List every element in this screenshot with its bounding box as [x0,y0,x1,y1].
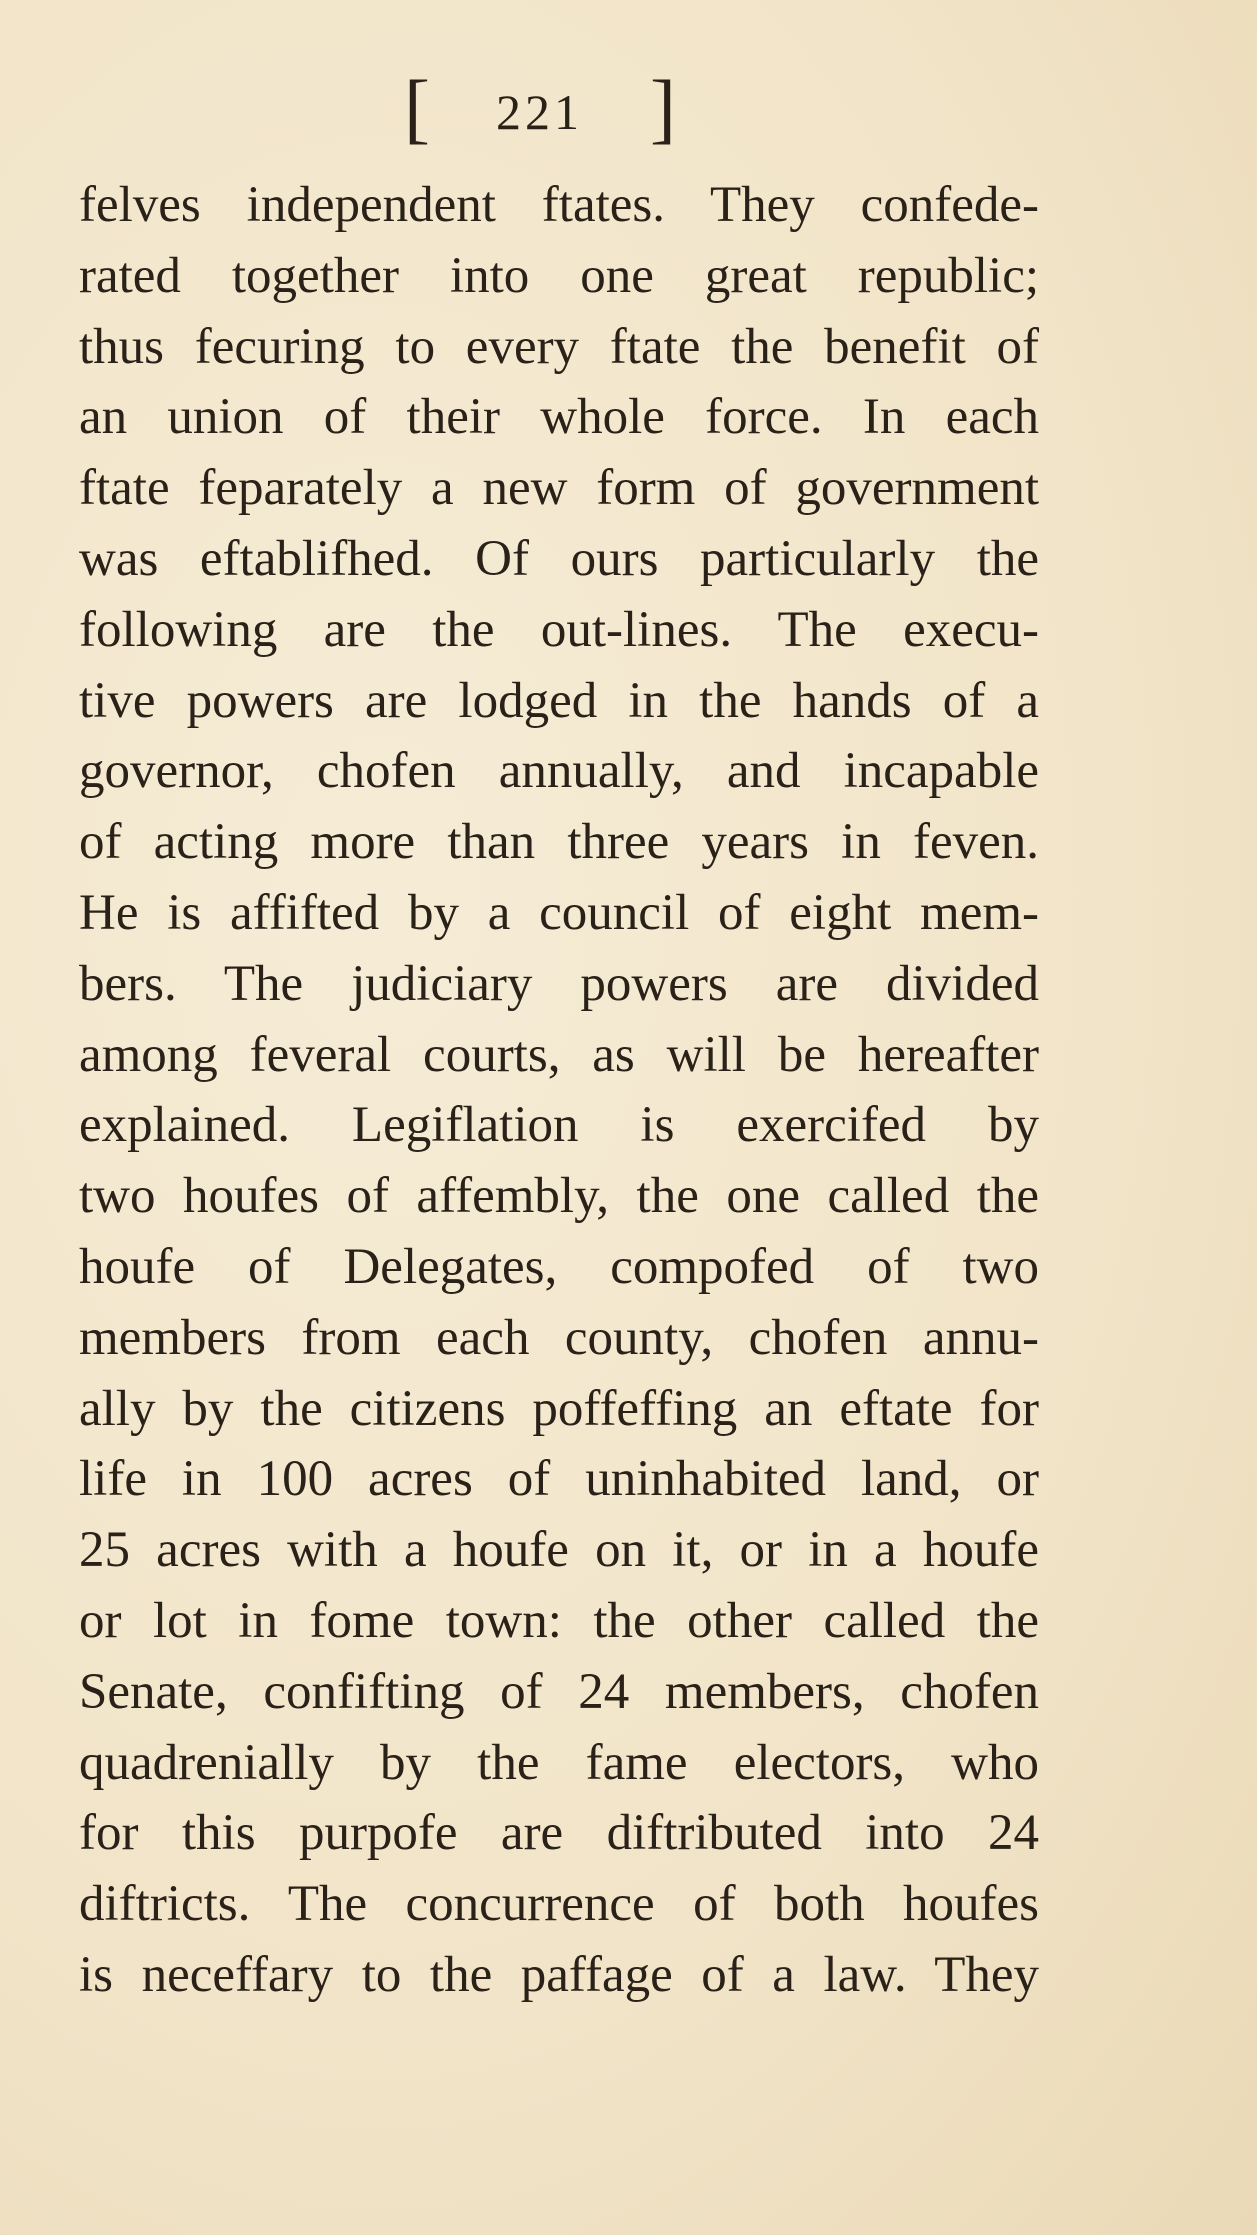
body-text [79,170,1039,2011]
text-line: tive powers are lodged in the hands of a [79,672,1039,729]
text-line: bers. The judiciary powers are divided [79,955,1039,1012]
text-line: was eftablifhed. Of ours particularly the [79,530,1039,587]
text-line: members from each county, chofen annu- [79,1309,1039,1366]
text-line: thus fecuring to every ftate the benefit of [79,318,1039,375]
text-line: among feveral courts, as will be hereafter [79,1026,1039,1083]
text-line: 25 acres with a houfe on it, or in a houfe [79,1522,1039,1579]
text-line: felves independent ftates. They confede- [79,177,1039,233]
text-line: life in 100 acres of uninhabited land, or [79,1451,1039,1508]
text-line: He is affifted by a council of eight mem- [79,884,1039,941]
text-line: rated together into one great republic; [79,247,1039,304]
right-bracket: ] [650,64,676,151]
text-line: explained. Legiflation is exercifed by [79,1097,1039,1154]
left-bracket: [ [404,64,430,151]
text-line: quadrenially by the fame electors, who [79,1734,1039,1791]
page-header [0,64,1257,151]
text-line: houfe of Delegates, compofed of two [79,1238,1039,1295]
page-number: 221 [496,84,583,140]
text-line: is neceffary to the paffage of a law. They [79,1946,1039,2003]
text-line: for this purpofe are diftributed into 24 [79,1805,1039,1862]
text-line: or lot in fome town: the other called the [79,1592,1039,1649]
text-line: of acting more than three years in feven. [79,814,1039,871]
text-line: following are the out-lines. The execu- [79,601,1039,658]
text-line: ftate feparately a new form of government [79,460,1039,517]
text-line: ally by the citizens poffeffing an eftate for [79,1380,1039,1437]
text-line: two houfes of affembly, the one called the [79,1168,1039,1225]
text-line: an union of their whole force. In each [79,389,1039,446]
text-line: governor, chofen annually, and incapable [79,743,1039,800]
text-line: Senate, confifting of 24 members, chofen [79,1663,1039,1720]
text-line: diftricts. The concurrence of both houfes [79,1876,1039,1933]
